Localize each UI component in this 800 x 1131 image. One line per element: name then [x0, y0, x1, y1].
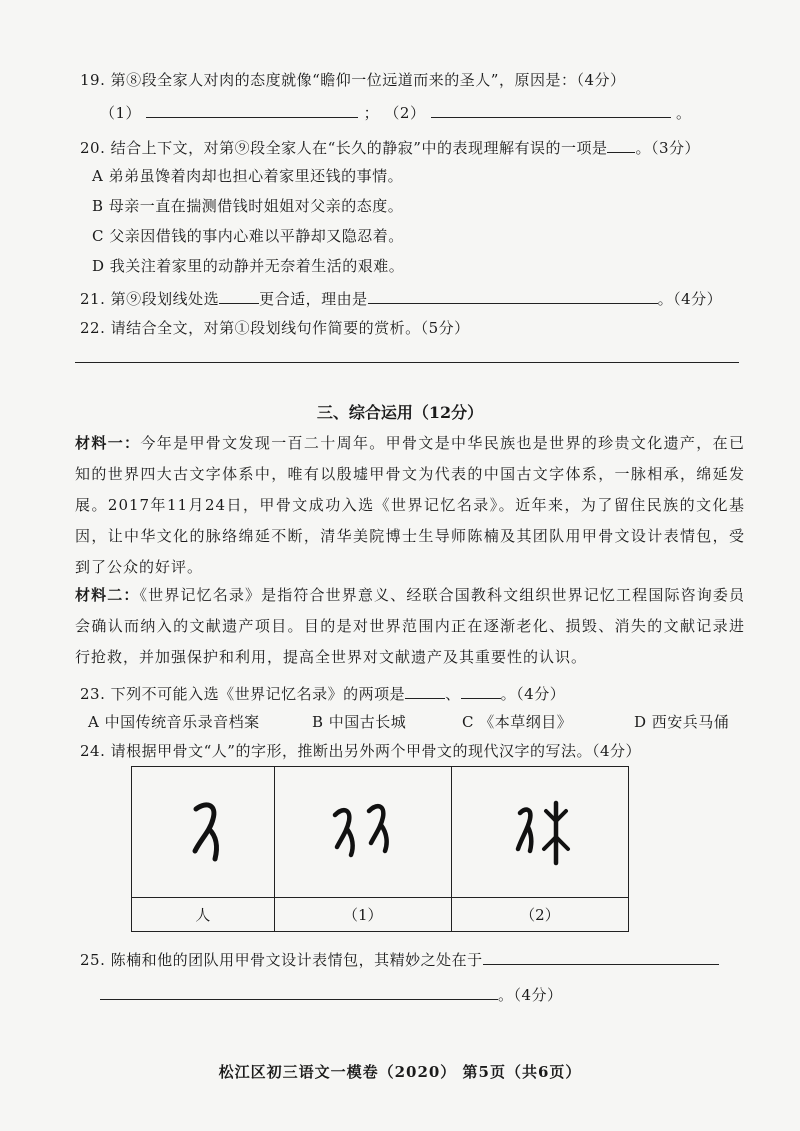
q24-stem: 24. 请根据甲骨文“人”的字形，推断出另外两个甲骨文的现代汉字的写法。（4分）	[80, 742, 642, 760]
q21-part1: 21. 第⑨段划线处选	[80, 290, 220, 308]
oracle-caption-1[interactable]: （1）	[274, 898, 451, 932]
material2	[75, 580, 745, 673]
q20-option-a: A 弟弟虽馋着肉却也担心着家里还钱的事情。	[92, 167, 404, 185]
q23-option-d: D 西安兵马俑	[634, 713, 730, 731]
q23-end: 。（4分）	[500, 685, 566, 703]
q25-blank1[interactable]	[483, 948, 719, 965]
oracle-glyph-ren-icon	[163, 785, 243, 875]
q19-blank1-label: （1）	[100, 104, 142, 122]
q21-end: 。（4分）	[657, 290, 723, 308]
q23-line	[80, 682, 565, 704]
q19-blank2[interactable]	[431, 101, 671, 118]
q20-option-d: D 我关注着家里的动静并无奈着生活的艰难。	[92, 257, 405, 275]
q25-line2	[100, 983, 563, 1005]
oracle-glyph-1-cell	[274, 767, 451, 898]
q23-blank2[interactable]	[461, 682, 501, 699]
q23-option-c: C 《本草纲目》	[462, 713, 573, 731]
q23-stem: 23. 下列不可能入选《世界记忆名录》的两项是	[80, 685, 406, 703]
q20-blank[interactable]	[607, 136, 635, 153]
q21-blank2[interactable]	[368, 287, 658, 304]
glyph-row	[132, 767, 629, 898]
oracle-caption-2[interactable]: （2）	[451, 898, 628, 932]
oracle-caption-ren: 人	[132, 898, 275, 932]
q23-option-b: B 中国古长城	[312, 713, 407, 731]
material2-text: 《世界记忆名录》是指符合世界意义、经联合国教科文组织世界记忆工程国际咨询委员会确认而纳入的文献遗产项目。目的是对世界范围内正在逐渐老化、损毁、消失的文献记录进行抢救，并加强保护和利用，提高全世界对文献遗产及其重要性的认识。	[75, 586, 745, 666]
material2-label: 材料二：	[75, 586, 140, 604]
q19-answer-line	[100, 101, 692, 123]
oracle-bone-table	[131, 766, 629, 932]
oracle-glyph-cong-icon	[313, 785, 413, 875]
oracle-glyph-2-cell	[451, 767, 628, 898]
material1-text: 今年是甲骨文发现一百二十周年。甲骨文是中华民族也是世界的珍贵文化遗产，在已知的世界四大古文字体系中，唯有以殷墟甲骨文为代表的中国古文字体系，一脉相承，绵延发展。2017年11月24日，甲骨文成功入选《世界记忆名录》。近年来，为了留住民族的文化基因，让中华文化的脉络绵延不断，清华美院博士生导师陈楠及其团队用甲骨文设计表情包，受到了公众的好评。	[75, 434, 745, 576]
q20-end: 。（3分）	[635, 139, 701, 157]
q21-line	[80, 287, 722, 309]
section3-title: 三、综合运用（12分）	[316, 403, 484, 422]
q23-separator: 、	[445, 685, 461, 703]
q25-blank2[interactable]	[100, 983, 498, 1000]
q20-option-b: B 母亲一直在揣测借钱时姐姐对父亲的态度。	[92, 197, 404, 215]
q19-separator: ；	[363, 104, 380, 122]
q23-option-a: A 中国传统音乐录音档案	[88, 713, 260, 731]
q19-blank1[interactable]	[146, 101, 358, 118]
oracle-glyph-xiu-icon	[490, 785, 590, 875]
q25-stem: 25. 陈楠和他的团队用甲骨文设计表情包，其精妙之处在于	[80, 951, 483, 969]
q21-part2: 更合适，理由是	[259, 290, 368, 308]
q19-blank2-label: （2）	[384, 104, 426, 122]
q20-stem-line	[80, 136, 700, 158]
q25-line1	[80, 948, 719, 970]
q19-end: 。	[676, 104, 692, 122]
q21-blank1[interactable]	[219, 287, 259, 304]
material1-label: 材料一：	[75, 434, 141, 452]
caption-row	[132, 898, 629, 932]
q23-blank1[interactable]	[405, 682, 445, 699]
q22-answer-line[interactable]	[75, 362, 739, 363]
q20-option-c: C 父亲因借钱的事内心难以平静却又隐忍着。	[92, 227, 404, 245]
q22-stem: 22. 请结合全文，对第①段划线句作简要的赏析。（5分）	[80, 319, 470, 337]
material1	[75, 428, 745, 583]
q25-end: 。（4分）	[498, 986, 563, 1004]
q20-stem: 20. 结合上下文，对第⑨段全家人在“长久的静寂”中的表现理解有误的一项是	[80, 139, 608, 157]
page-footer: 松江区初三语文一模卷（2020） 第5页（共6页）	[218, 1063, 582, 1081]
q19-stem: 19. 第⑧段全家人对肉的态度就像“瞻仰一位远道而来的圣人”，原因是：（4分）	[80, 71, 626, 89]
oracle-glyph-ren-cell	[132, 767, 275, 898]
